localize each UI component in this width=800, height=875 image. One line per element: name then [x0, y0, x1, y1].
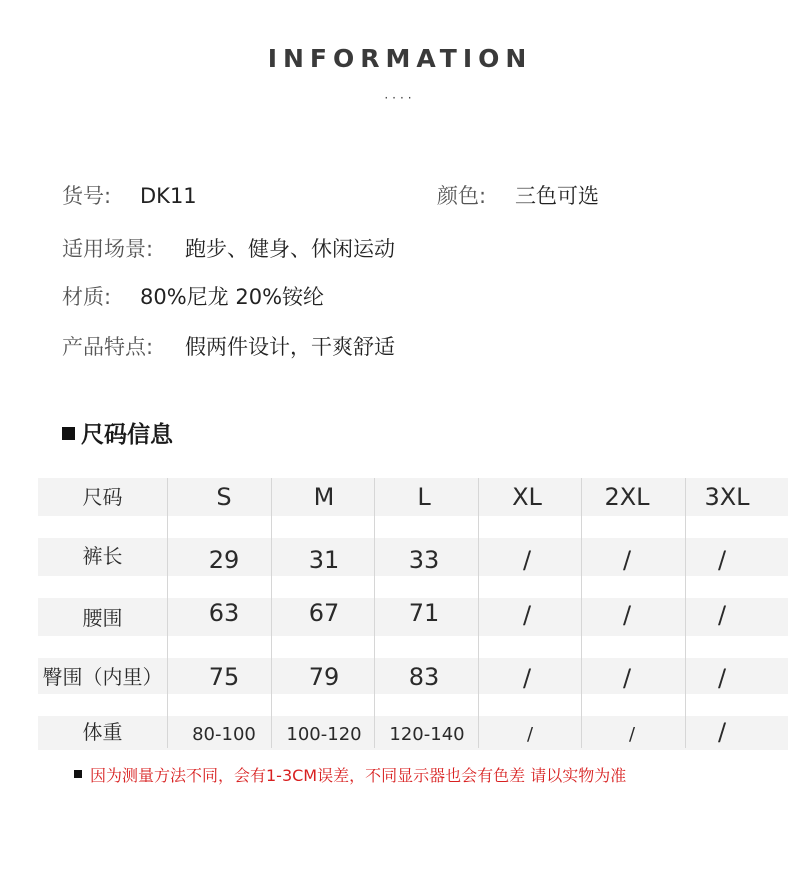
- table-row-label: 臀围（内里）: [42, 665, 163, 689]
- table-cell: 33: [408, 546, 440, 574]
- table-cell: 120-140: [389, 724, 465, 745]
- table-cell: 31: [308, 546, 340, 574]
- table-cell: /: [628, 724, 636, 745]
- table-cell: 80-100: [192, 724, 256, 745]
- table-row-label: 体重: [82, 720, 123, 744]
- table-cell: 79: [308, 663, 340, 691]
- section-header-title: INFORMATION: [267, 44, 533, 73]
- table-cell: /: [622, 546, 632, 574]
- scene-label: 适用场景:: [62, 237, 154, 261]
- table-row-label: 裤长: [82, 544, 123, 568]
- table-header-cell: XL: [512, 483, 542, 511]
- item-number-value: DK11: [140, 184, 197, 208]
- scene-value-wrap: [185, 235, 395, 263]
- header-dots-divider: ····: [384, 91, 416, 105]
- square-bullet-icon: [74, 770, 82, 778]
- table-cell: 71: [408, 599, 440, 627]
- size-section-title-text: 尺码信息: [81, 422, 173, 448]
- material-value-wrap: [140, 283, 324, 311]
- table-header-cell: S: [216, 483, 232, 511]
- table-cell: /: [522, 664, 532, 692]
- color-label: 颜色:: [437, 184, 487, 208]
- table-cell: /: [717, 601, 727, 629]
- item-number-value-wrap: [140, 182, 197, 210]
- table-cell: 63: [208, 599, 240, 627]
- color-value: 三色可选: [515, 184, 599, 208]
- table-header-cell: M: [313, 483, 335, 511]
- table-header-cell: 2XL: [604, 483, 650, 511]
- column-divider: [167, 478, 168, 748]
- table-header-cell: L: [417, 483, 431, 511]
- color-row: [437, 182, 486, 210]
- table-row-label: 腰围: [82, 606, 123, 630]
- scene-value: 跑步、健身、休闲运动: [185, 237, 395, 261]
- table-cell: /: [522, 601, 532, 629]
- feature-label: 产品特点:: [62, 335, 154, 359]
- feature-value-wrap: [185, 333, 395, 361]
- table-cell: /: [717, 718, 727, 746]
- table-cell: 67: [308, 599, 340, 627]
- material-value: 80%尼龙 20%铵纶: [140, 285, 325, 309]
- table-cell: 29: [208, 546, 240, 574]
- table-cell: /: [717, 664, 727, 692]
- size-section-title: [62, 416, 173, 449]
- color-value-wrap: [515, 182, 599, 210]
- table-header-cell: 尺码: [82, 485, 123, 509]
- material-row: [62, 283, 111, 311]
- table-cell: 75: [208, 663, 240, 691]
- table-cell: /: [522, 546, 532, 574]
- table-header-cell: 3XL: [704, 483, 750, 511]
- table-cell: /: [622, 664, 632, 692]
- table-cell: /: [717, 546, 727, 574]
- table-cell: /: [526, 724, 534, 745]
- scene-row: [62, 235, 153, 263]
- measurement-note: [74, 764, 626, 788]
- table-cell: /: [622, 601, 632, 629]
- item-number-label: 货号:: [62, 184, 112, 208]
- measurement-note-text: 因为测量方法不同，会有1-3CM误差，不同显示器也会有色差 请以实物为准: [90, 766, 627, 785]
- table-cell: 100-120: [286, 724, 362, 745]
- feature-row: [62, 333, 153, 361]
- table-cell: 83: [408, 663, 440, 691]
- material-label: 材质:: [62, 285, 112, 309]
- feature-value: 假两件设计，干爽舒适: [185, 335, 395, 359]
- square-bullet-icon: [62, 427, 75, 440]
- item-number-row: [62, 182, 111, 210]
